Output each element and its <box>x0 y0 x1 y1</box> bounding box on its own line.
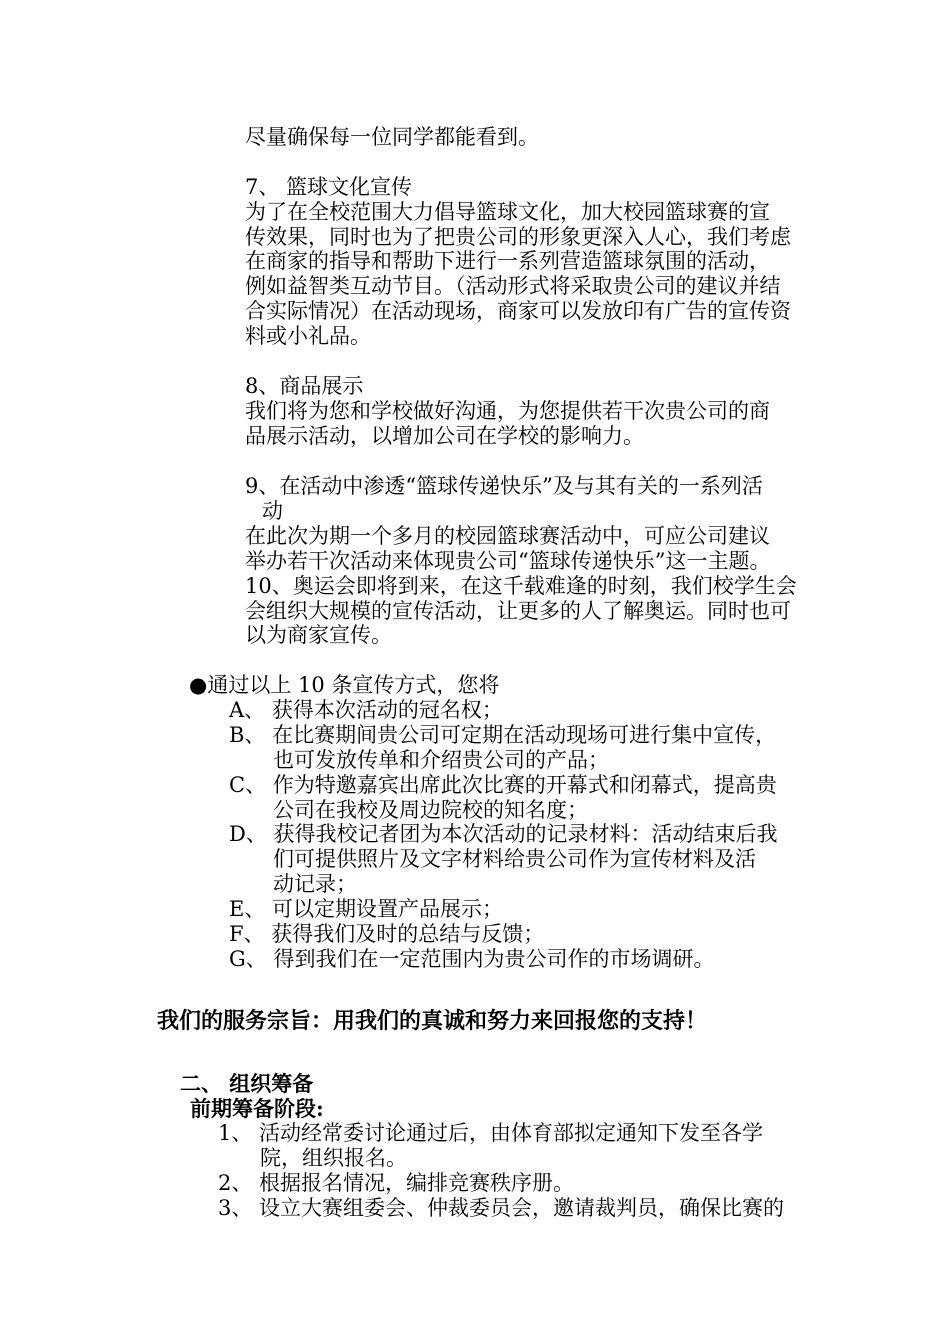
subsection-heading-preparation: 前期筹备阶段: <box>190 1096 324 1121</box>
text-line: 料或小礼品。 <box>245 324 371 348</box>
section-heading-7: 7、 篮球文化宣传 <box>245 175 413 199</box>
text-line: 也可发放传单和介绍贵公司的产品； <box>273 748 609 772</box>
text-line: 合实际情况）在活动现场，商家可以发放印有广告的宣传资 <box>245 299 791 323</box>
list-item-e: E、 可以定期设置产品展示； <box>229 897 504 921</box>
list-item-a: A、 获得本次活动的冠名权； <box>229 698 503 722</box>
list-item-b: B、 在比赛期间贵公司可定期在活动现场可进行集中宣传， <box>229 723 777 747</box>
text-line: 我们将为您和学校做好沟通，为您提供若干次贵公司的商 <box>245 399 770 423</box>
list-item-c: C、 作为特邀嘉宾出席此次比赛的开幕式和闭幕式，提高贵 <box>229 773 777 797</box>
text-line: 公司在我校及周边院校的知名度； <box>273 798 588 822</box>
text-line: 动记录； <box>273 872 357 896</box>
numbered-item-3: 3、 设立大赛组委会、仲裁委员会，邀请裁判员，确保比赛的 <box>218 1196 785 1220</box>
text-line: 会组织大规模的宣传活动，让更多的人了解奥运。同时也可 <box>245 599 791 623</box>
text-line: 例如益智类互动节目。（活动形式将采取贵公司的建议并结 <box>245 274 781 298</box>
bullet-summary: ●通过以上 10 条宣传方式，您将 <box>189 673 500 697</box>
numbered-item-2: 2、 根据报名情况，编排竞赛秩序册。 <box>218 1171 575 1195</box>
text-line: 传效果，同时也为了把贵公司的形象更深入人心，我们考虑 <box>245 225 791 249</box>
section-heading-organization: 二、 组织筹备 <box>180 1071 314 1096</box>
list-item-d: D、 获得我校记者团为本次活动的记录材料：活动结束后我 <box>229 822 778 846</box>
text-line: 尽量确保每一位同学都能看到。 <box>245 125 539 149</box>
text-line: 品展示活动，以增加公司在学校的影响力。 <box>245 424 644 448</box>
text-line: 为了在全校范围大力倡导篮球文化，加大校园篮球赛的宣 <box>245 200 770 224</box>
text-line: 动 <box>262 499 283 523</box>
section-heading-8: 8、商品展示 <box>245 374 364 398</box>
text-line: 以为商家宣传。 <box>245 623 392 647</box>
text-line: 举办若干次活动来体现贵公司“篮球传递快乐”这一主题。 <box>245 549 771 573</box>
list-item-f: F、 获得我们及时的总结与反馈； <box>229 922 545 946</box>
text-line: 在此次为期一个多月的校园篮球赛活动中，可应公司建议 <box>245 524 770 548</box>
section-heading-9: 9、在活动中渗透“篮球传递快乐”及与其有关的一系列活 <box>245 474 763 498</box>
service-motto-heading: 我们的服务宗旨：用我们的真诚和努力来回报您的支持！ <box>157 1008 708 1034</box>
list-item-g: G、 得到我们在一定范围内为贵公司作的市场调研。 <box>229 947 715 971</box>
text-line: 在商家的指导和帮助下进行一系列营造篮球氛围的活动， <box>245 249 770 273</box>
numbered-item-1: 1、 活动经常委讨论通过后，由体育部拟定通知下发至各学 <box>218 1121 764 1145</box>
text-line: 们可提供照片及文字材料给贵公司作为宣传材料及活 <box>273 847 756 871</box>
text-line: 院，组织报名。 <box>260 1146 407 1170</box>
section-item-10: 10、奥运会即将到来，在这千载难逢的时刻，我们校学生会 <box>245 574 797 598</box>
